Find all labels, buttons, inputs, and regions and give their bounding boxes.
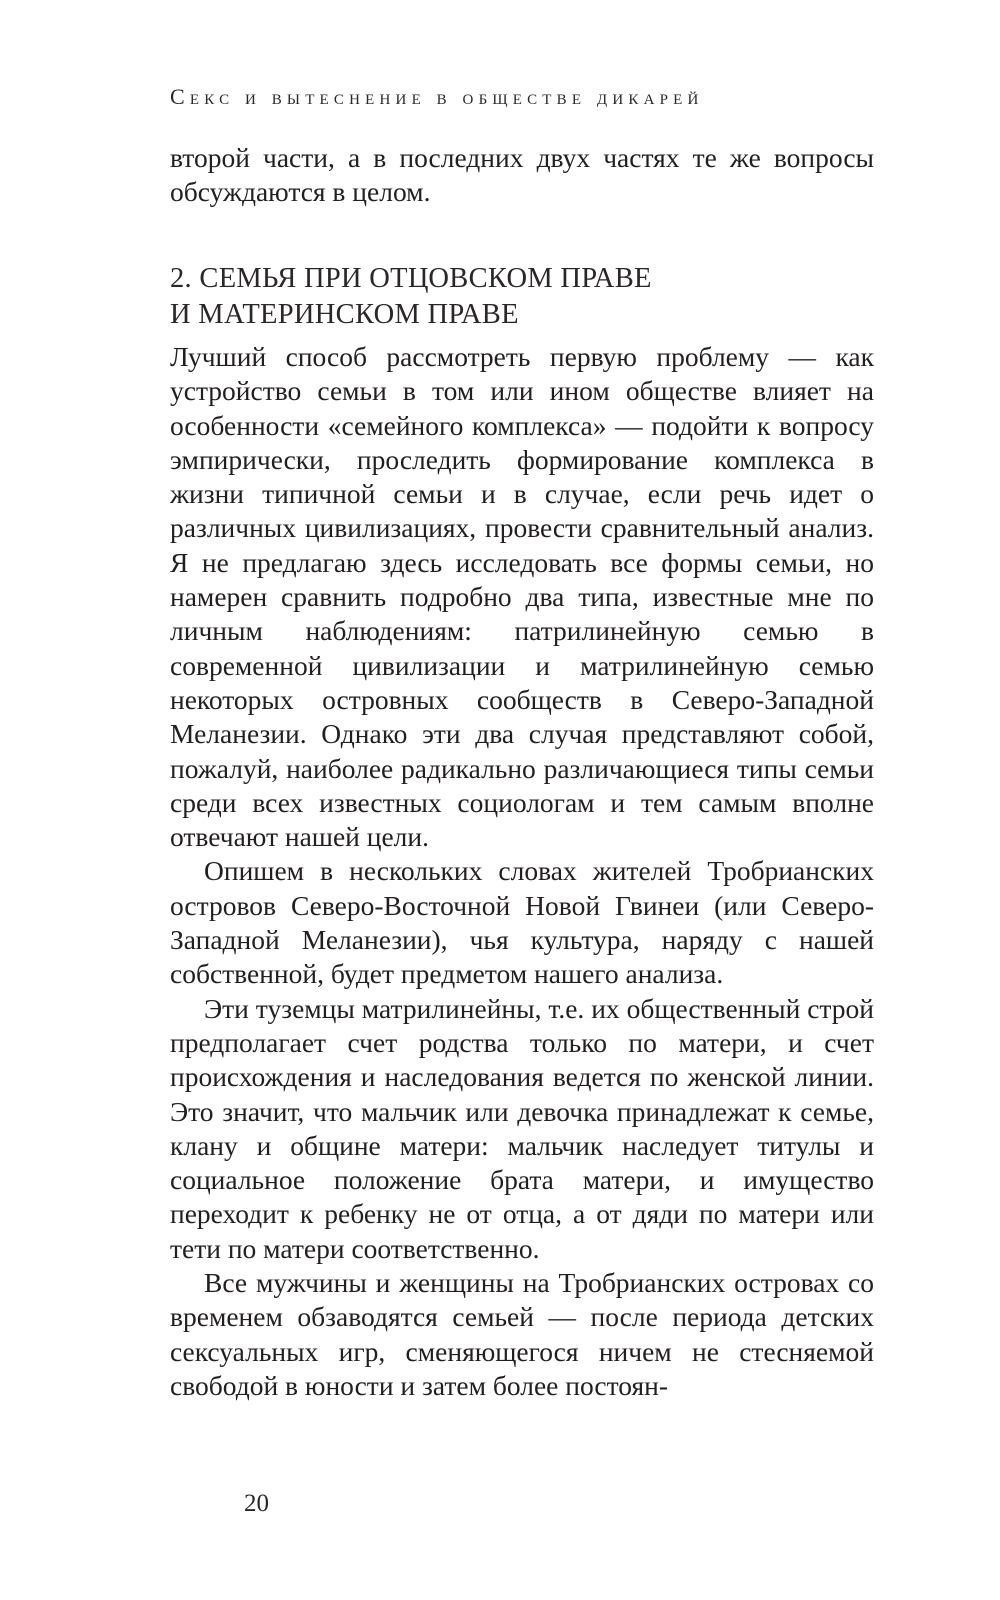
paragraph-1: Лучший способ рассмотреть первую проблему — как устройство семьи в том или ином обществе влияет на особенности «семейного комплекса» — подойти к вопросу эмпирически, проследить формирование комплекса в жизни типичной семьи и в случае, если речь идет о различных цивилизациях, провести сравнительный анализ. Я не предлагаю здесь исследовать все формы семьи, но намерен сравнить подробно два типа, известные мне по личным наблюдениям: патрилинейную семью в современной цивилизации и матрилинейную семью некоторых островных сообществ в Северо-Западной Меланезии. Однако эти два случая представляют собой, пожалуй, наиболее радикально различающиеся типы семьи среди всех известных социологам и тем самым вполне отвечают нашей цели. (170, 341, 874, 853)
section-heading-line-2: И МАТЕРИНСКОМ ПРАВЕ (170, 299, 519, 330)
section-heading-line-1: 2. СЕМЬЯ ПРИ ОТЦОВСКОМ ПРАВЕ (170, 263, 652, 294)
page-number: 20 (244, 1490, 269, 1517)
paragraph-3: Эти туземцы матрилинейны, т.е. их общественный строй предполагает счет родства только по матери, и счет происхождения и наследования ведется по женской линии. Это значит, что мальчик или девочка принадлежат к семье, клану и общине матери: мальчик наследует титулы и социальное положение брата матери, и имущество переходит к ребенку не от отца, а от дяди по матери или тети по матери соответственно. (170, 992, 874, 1264)
continuation-paragraph: второй части, а в последних двух частях те же вопросы обсуждаются в целом. (170, 142, 874, 208)
paragraph-2: Опишем в нескольких словах жителей Тробрианских островов Северо-Восточной Новой Гвинеи (или Северо-Западной Меланезии), чья культура, наряду с нашей собственной, будет предметом нашего анализа. (170, 855, 874, 990)
section-heading (170, 261, 874, 333)
paragraph-4: Все мужчины и женщины на Тробрианских островах со временем обзаводятся семьей — после периода детских сексуальных игр, сменяющегося ничем не стесняемой свободой в юности и затем более постоян- (170, 1267, 874, 1401)
running-head: Секс и вытеснение в обществе дикарей (170, 84, 704, 109)
body-text (170, 340, 874, 1403)
continuation-text-block (170, 141, 874, 210)
